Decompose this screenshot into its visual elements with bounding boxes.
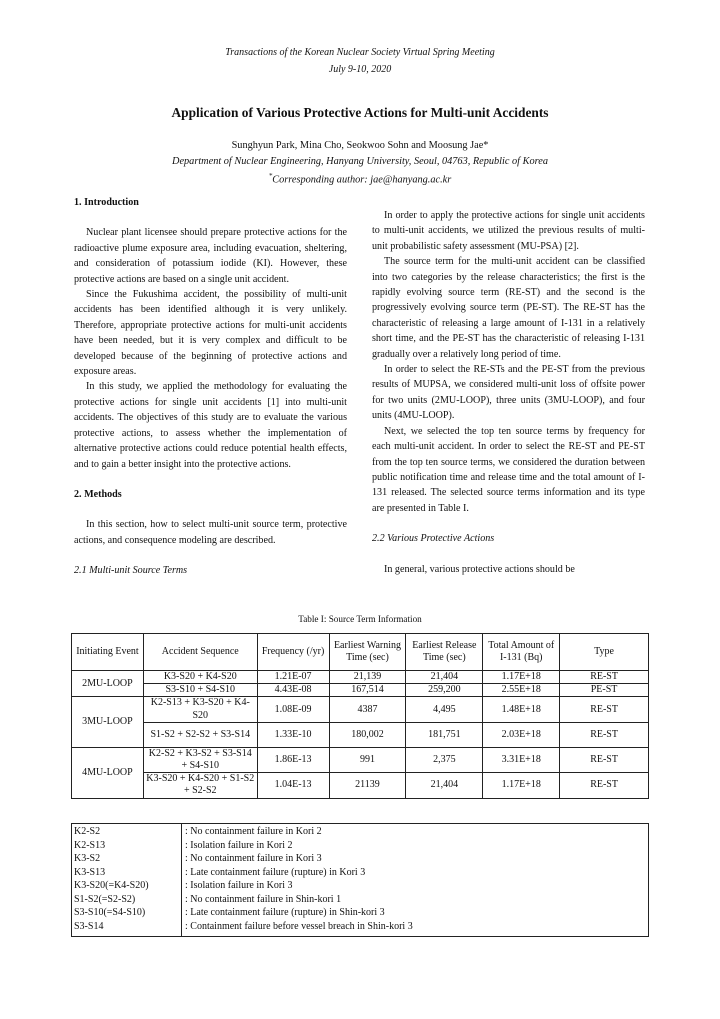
cell-sequence: K2-S2 + K3-S2 + S3-S14 + S4-S10 <box>143 747 257 772</box>
cell-amount: 2.03E+18 <box>483 722 560 747</box>
legend-desc: : Containment failure before vessel breach in Shin-kori 3 <box>185 920 413 932</box>
cell-release: 4,495 <box>406 697 483 722</box>
cell-type: RE-ST <box>560 697 649 722</box>
cell-sequence: S3-S10 + S4-S10 <box>143 684 257 697</box>
header-initiating-event: Initiating Event <box>72 634 144 671</box>
header-total-amount: Total Amount of I-131 (Bq) <box>483 634 560 671</box>
header-warning-time: Earliest Warning Time (sec) <box>329 634 406 671</box>
left-column <box>74 195 347 579</box>
legend-row <box>72 893 648 906</box>
cell-release: 21,404 <box>406 773 483 798</box>
cell-release: 2,375 <box>406 747 483 772</box>
paper-title: Application of Various Protective Actions for Multi-unit Accidents <box>171 105 549 120</box>
corresponding-text: Corresponding author: jae@hanyang.ac.kr <box>272 174 452 186</box>
header-type: Type <box>560 634 649 671</box>
corresponding-mark: * <box>268 172 273 180</box>
right-column <box>372 208 645 577</box>
legend-desc: : Isolation failure in Kori 3 <box>185 880 293 891</box>
affiliation: Department of Nuclear Engineering, Hanyang University, Seoul, 04763, Republic of Korea <box>172 155 548 167</box>
legend-code: K3-S2 <box>74 853 101 864</box>
cell-release: 181,751 <box>406 722 483 747</box>
legend-desc: : Late containment failure (rupture) in Kori 3 <box>185 866 366 878</box>
cell-event: 3MU-LOOP <box>72 697 144 747</box>
subsection-heading-2-2: 2.2 Various Protective Actions <box>372 533 495 545</box>
table-row <box>72 671 649 684</box>
right-paragraph-2: The source term for the multi-unit accident can be classified into two categories by the release characteristics; the first is the rapidly evolving source term (RE-ST) and the second is the progressively evolving source term (PE-ST). The RE-ST has the characteristic of releasing a large amount of I-131 in a relatively short time, and the PE-ST has the characteristic of releasing I-131 gradually over a relatively long period of time. <box>372 256 645 360</box>
cell-amount: 2.55E+18 <box>483 684 560 697</box>
intro-paragraph-1: Nuclear plant licensee should prepare protective actions for the radioactive plume exposure area, including evacuation, sheltering, and consideration of potassium iodide (KI). However, these protective actions are based on a single unit accident. <box>74 227 347 285</box>
cell-type: RE-ST <box>560 773 649 798</box>
corresponding-author <box>0 169 720 188</box>
legend-desc: : No containment failure in Shin-kori 1 <box>185 893 342 905</box>
cell-sequence: K2-S13 + K3-S20 + K4-S20 <box>143 697 257 722</box>
section-heading-methods: 2. Methods <box>74 488 122 500</box>
cell-sequence: K3-S20 + K4-S20 + S1-S2 + S2-S2 <box>143 773 257 798</box>
cell-type: RE-ST <box>560 722 649 747</box>
cell-sequence: S1-S2 + S2-S2 + S3-S14 <box>143 722 257 747</box>
legend-desc: : Isolation failure in Kori 2 <box>185 839 293 851</box>
header-release-time: Earliest Release Time (sec) <box>406 634 483 671</box>
legend-row <box>72 839 648 852</box>
legend-row <box>72 906 648 919</box>
legend-row <box>72 852 648 865</box>
table-caption: Table I: Source Term Information <box>298 614 422 624</box>
legend-row <box>72 879 648 892</box>
cell-warning: 180,002 <box>329 722 406 747</box>
cell-amount: 3.31E+18 <box>483 747 560 772</box>
legend-desc: : No containment failure in Kori 3 <box>185 853 322 864</box>
table-header-row <box>72 634 649 671</box>
cell-frequency: 4.43E-08 <box>257 684 329 697</box>
cell-release: 21,404 <box>406 671 483 684</box>
cell-frequency: 1.21E-07 <box>257 671 329 684</box>
cell-warning: 21,139 <box>329 671 406 684</box>
cell-amount: 1.17E+18 <box>483 671 560 684</box>
table-row <box>72 747 649 772</box>
legend-code: S3-S14 <box>74 920 104 932</box>
subsection-heading-2-1: 2.1 Multi-unit Source Terms <box>74 565 188 577</box>
legend-code: K3-S20(=K4-S20) <box>74 880 149 891</box>
legend-code: K2-S13 <box>74 839 106 851</box>
cell-event: 4MU-LOOP <box>72 747 144 798</box>
right-paragraph-5: In general, various protective actions should be <box>384 563 575 575</box>
methods-paragraph-1: In this section, how to select multi-unit source term, protective actions, and consequence modeling are described. <box>74 519 347 546</box>
cell-frequency: 1.33E-10 <box>257 722 329 747</box>
cell-frequency: 1.04E-13 <box>257 773 329 798</box>
legend-code: K3-S13 <box>74 866 106 878</box>
cell-warning: 991 <box>329 747 406 772</box>
cell-sequence: K3-S20 + K4-S20 <box>143 671 257 684</box>
right-paragraph-3: In order to select the RE-STs and the PE-ST from the previous results of MUPSA, we considered multi-unit loss of offsite power for two units (2MU-LOOP), three units (3MU-LOOP), and four units (4MU-LOOP). <box>372 364 645 422</box>
table-legend <box>71 823 649 937</box>
legend-code: S3-S10(=S4-S10) <box>74 907 146 918</box>
table-row <box>72 697 649 722</box>
conference-header <box>0 44 720 78</box>
header-frequency: Frequency (/yr) <box>257 634 329 671</box>
legend-code: S1-S2(=S2-S2) <box>74 893 136 905</box>
author-block <box>0 138 720 188</box>
table-row <box>72 684 649 697</box>
cell-frequency: 1.08E-09 <box>257 697 329 722</box>
legend-row <box>72 825 648 838</box>
cell-type: PE-ST <box>560 684 649 697</box>
table-row <box>72 773 649 798</box>
cell-amount: 1.48E+18 <box>483 697 560 722</box>
legend-desc: : Late containment failure (rupture) in Shin-kori 3 <box>185 907 385 918</box>
cell-event: 2MU-LOOP <box>72 671 144 697</box>
source-term-table <box>71 633 649 799</box>
conference-date: July 9-10, 2020 <box>328 64 392 75</box>
right-paragraph-1: In order to apply the protective actions for single unit accidents to multi-unit accidents, we utilized the previous results of multi-unit probabilistic safety assessment (MU-PSA) [2]. <box>372 210 645 252</box>
cell-type: RE-ST <box>560 747 649 772</box>
intro-paragraph-2: Since the Fukushima accident, the possibility of multi-unit accidents has been identified although it is very unlikely. Therefore, appropriate protective actions for multi-unit accidents have been needed, but it is very complex and difficult to be developed because of the beginning of protective actions and exposure areas. <box>74 289 347 378</box>
legend-row <box>72 866 648 879</box>
legend-code: K2-S2 <box>74 826 101 837</box>
cell-frequency: 1.86E-13 <box>257 747 329 772</box>
cell-warning: 4387 <box>329 697 406 722</box>
header-accident-sequence: Accident Sequence <box>143 634 257 671</box>
right-paragraph-4: Next, we selected the top ten source terms by frequency for each multi-unit accident. In order to select the RE-ST and PE-ST from the top ten source terms, we considered the duration between public notification time and release time and the total amount of I-131 released. The selected source terms information and its type are presented in Table I. <box>372 425 645 514</box>
cell-type: RE-ST <box>560 671 649 684</box>
table-row <box>72 722 649 747</box>
legend-row <box>72 920 648 933</box>
cell-amount: 1.17E+18 <box>483 773 560 798</box>
cell-warning: 21139 <box>329 773 406 798</box>
section-heading-introduction: 1. Introduction <box>74 197 139 208</box>
author-list: Sunghyun Park, Mina Cho, Seokwoo Sohn and Moosung Jae* <box>231 140 489 151</box>
intro-paragraph-3: In this study, we applied the methodology for evaluating the protective actions for single unit accidents [1] into multi-unit accidents. The objectives of this study are to evaluate the various protective actions, to assess whether the implementation of alternative protective actions could reduce potential health effects, and to gain a better insight into the protective actions. <box>74 381 347 470</box>
conference-name: Transactions of the Korean Nuclear Society Virtual Spring Meeting <box>225 47 495 58</box>
cell-warning: 167,514 <box>329 684 406 697</box>
cell-release: 259,200 <box>406 684 483 697</box>
legend-desc: : No containment failure in Kori 2 <box>185 826 322 837</box>
